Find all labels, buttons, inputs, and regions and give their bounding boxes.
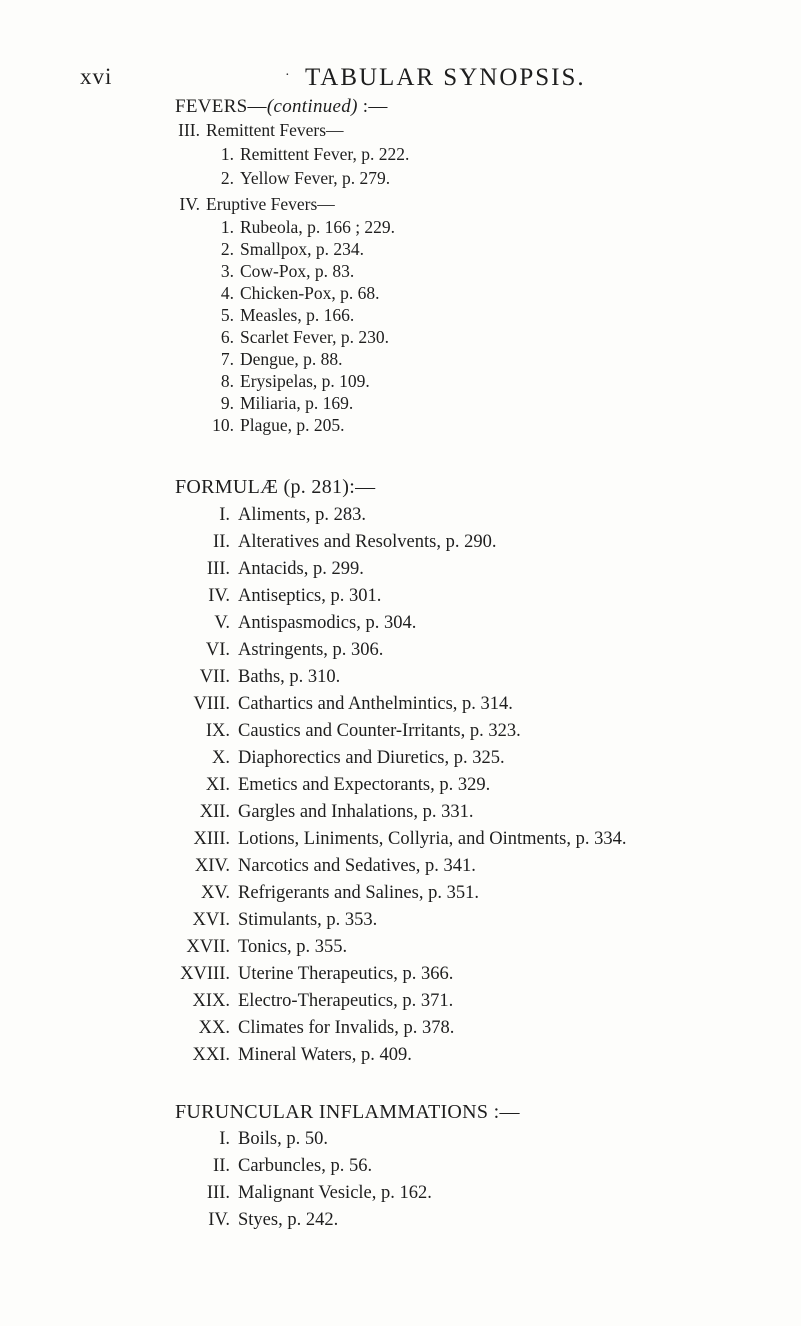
section-heading-furuncular: FURUNCULAR INFLAMMATIONS :— (175, 1101, 520, 1123)
page-number: xvi (80, 64, 113, 89)
page: xvi · TABULAR SYNOPSIS. FEVERS—(continued) :— III. Remittent Fevers— 1. Remittent Fever, p. 222. 2. Yellow Fever, p. 279. IV. Eruptive Fevers— 1. Rubeola, p. 166 ; 229. 2. Smallpox, p. 234. 3. Cow-Pox, p. 83. 4. Chicken-Pox, p. 68. 5. Measles, p. 166. 6. Scarlet Fever, p. 230. 7. Dengue, p. 88. 8. Erysipelas, p. 109. 9. Miliaria, p. 169. 10. Plague, p. 205. FORMULÆ (p. 281):— I. Aliments, p. 283. II. Alteratives and Resolvents, p. 290. III. Antacids, p. 299. IV. Antiseptics, p. 301. V. Antispasmodics, p. 304. VI. Astringents, p. 306. VII. Baths, p. 310. VIII. Cathartics and Anthelmintics, p. 314. IX. Caustics and Counter-Irritants, p. 323. X. Diaphorectics and Diuretics, p. 325. XI. Emetics and Expectorants, p. 329. XII. Gargles and Inhalations, p. 331. XIII. Lotions, Liniments, Collyria, and Ointments, p. 334. XIV. Narcotics and Sedatives, p. 341. XV. Refrigerants and Salines, p. 351. XVI. Stimulants, p. 353. XVII. Tonics, p. 355. XVIII. Uterine Therapeutics, p. 366. XIX. Electro-Therapeutics, p. 371. XX. Climates for Invalids, p. 378. XXI. Mineral Waters, p. 409. FURUNCULAR INFLAMMATIONS :— I. Boils, p. 50. II. Carbuncles, p. 56. III. Malignant Vesicle, p. 162. IV. Styes, p. 242. (0, 0, 801, 1326)
running-title-text: TABULAR SYNOPSIS. (305, 64, 586, 91)
section-heading-formulae: FORMULÆ (p. 281):— (175, 476, 376, 498)
running-title (285, 64, 586, 92)
printer-dot: · (285, 68, 292, 83)
running-header (0, 64, 801, 94)
section-heading-fevers: FEVERS—(continued) :— (175, 96, 388, 117)
continued-label: (continued) (266, 96, 358, 117)
